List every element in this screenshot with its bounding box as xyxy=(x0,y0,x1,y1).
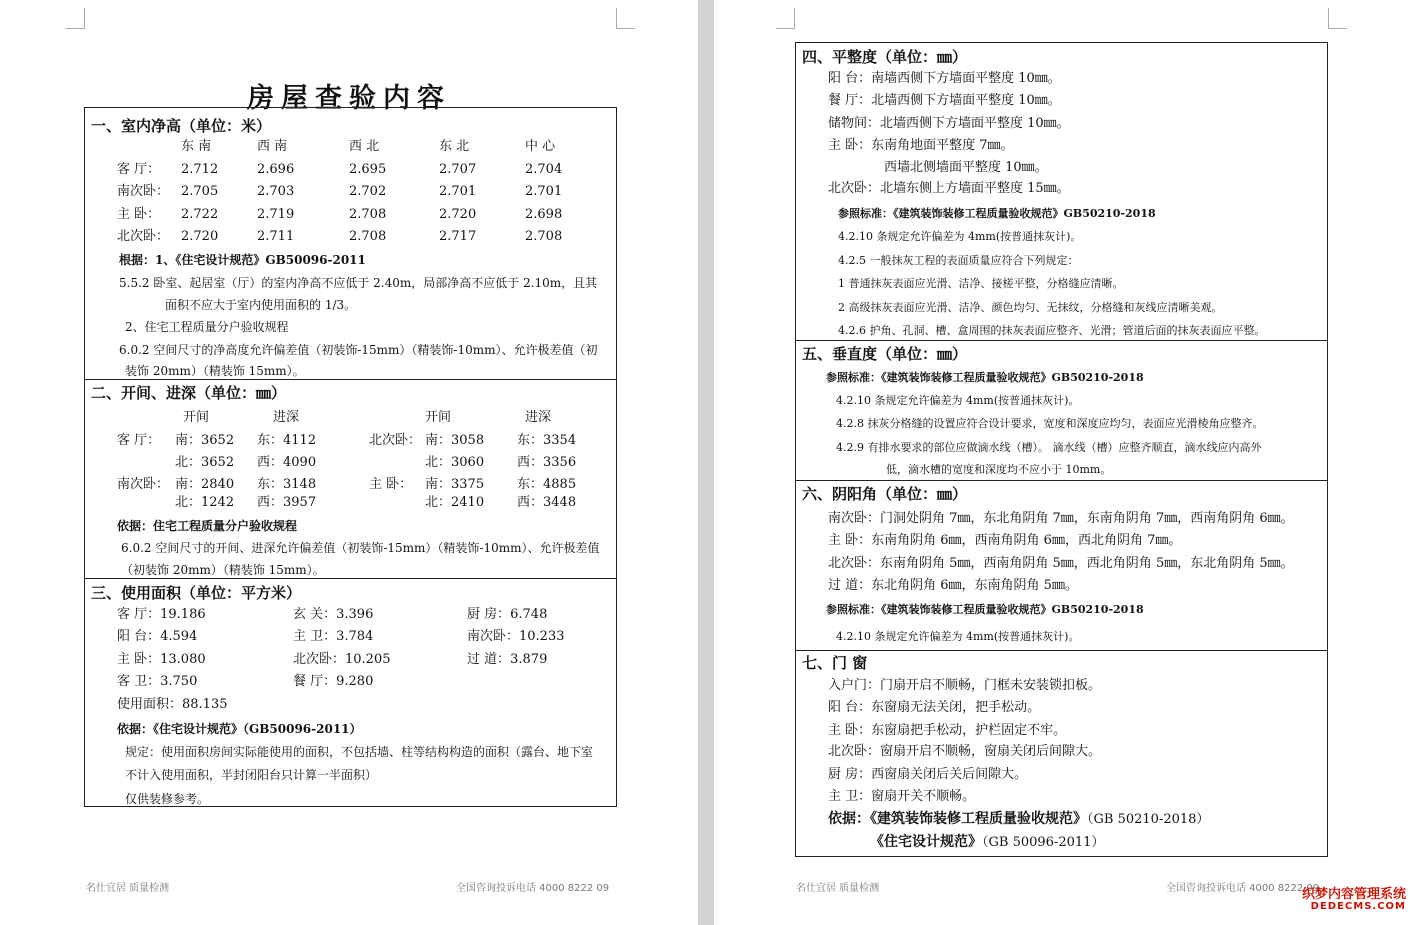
footer-left: 名仕宜居 质量检测 xyxy=(86,883,170,894)
basis-text: 依据：《住宅设计规范》（GB50096-2011） xyxy=(117,722,362,736)
table-cell: 北：2410 xyxy=(425,495,485,510)
room-label: 主 卧： xyxy=(117,207,161,222)
reference-standard: 参照标准：《建筑装饰装修工程质量验收规范》GB50210-2018 xyxy=(826,603,1144,616)
inspection-table-left xyxy=(84,107,617,807)
area-item: 客 厅：19.186 xyxy=(117,607,206,622)
column-header: 开间 xyxy=(183,410,210,425)
flatness-item: 主 卧：东南角地面平整度 7㎜。 xyxy=(828,138,1014,153)
footer-left: 名仕宜居 质量检测 xyxy=(796,883,880,894)
area-item: 过 道：3.879 xyxy=(467,652,548,667)
corner-item: 南次卧：门洞处阴角 7㎜，东北角阴角 7㎜，东南角阴角 7㎜，西南角阴角 6㎜。 xyxy=(828,511,1294,526)
note-text: （初装饰 20mm）（精装饰 15mm）。 xyxy=(121,563,325,577)
flatness-item: 阳 台：南墙西侧下方墙面平整度 10㎜。 xyxy=(828,71,1061,86)
note-text: 不计入使用面积，半封闭阳台只计算一半面积） xyxy=(125,768,378,782)
room-label: 北次卧： xyxy=(117,229,170,244)
basis-line-2 xyxy=(870,834,1104,851)
table-cell: 南：2840 xyxy=(175,477,235,492)
area-item: 餐 厅：9.280 xyxy=(293,674,374,689)
table-cell: 西：3448 xyxy=(517,495,577,510)
right-page xyxy=(714,0,1410,925)
note-text: 4.2.5 一般抹灰工程的表面质量应符合下列规定： xyxy=(838,254,1079,267)
note-text: 4.2.10 条规定允许偏差为 4mm(按普通抹灰计)。 xyxy=(836,394,1080,407)
table-cell: 南：3375 xyxy=(425,477,485,492)
table-cell: 东：4112 xyxy=(257,433,317,448)
total-area: 使用面积：88.135 xyxy=(117,697,228,712)
basis-text: 依据：住宅工程质量分户验收规程 xyxy=(117,519,298,533)
corner-item: 主 卧：东南角阴角 6㎜，西南角阴角 6㎜，西北角阴角 7㎜。 xyxy=(828,533,1182,548)
watermark-line-2: DEDECMS.COM xyxy=(1310,901,1406,912)
table-cell: 北：3652 xyxy=(175,455,235,470)
note-text: 规定：使用面积房间实际能使用的面积，不包括墙、柱等结构构造的面积（露台、地下室 xyxy=(125,745,594,759)
area-item: 北次卧：10.205 xyxy=(293,652,391,667)
table-cell: 2.708 xyxy=(349,207,387,222)
area-item: 主 卧：13.080 xyxy=(117,652,206,667)
flatness-item: 餐 厅：北墙西侧下方墙面平整度 10㎜。 xyxy=(828,93,1061,108)
area-item: 阳 台：4.594 xyxy=(117,629,198,644)
section-divider xyxy=(796,650,1327,651)
note-text: 1 普通抹灰表面应光滑、洁净、接槎平整，分格缝应清晰。 xyxy=(838,277,1124,290)
table-cell: 2.722 xyxy=(181,207,219,222)
window-item: 北次卧：窗扇开启不顺畅，窗扇关闭后间隙大。 xyxy=(828,744,1102,759)
table-cell: 2.708 xyxy=(349,229,387,244)
section-divider xyxy=(796,340,1327,341)
crop-mark xyxy=(1328,8,1347,29)
crop-mark xyxy=(66,8,85,29)
basis-label: 依据： xyxy=(828,811,870,827)
window-item: 阳 台：东窗扇无法关闭，把手松动。 xyxy=(828,700,1041,715)
area-item: 南次卧：10.233 xyxy=(467,629,565,644)
table-cell: 2.707 xyxy=(439,162,477,177)
section-heading: 二、开间、进深（单位：㎜） xyxy=(91,384,287,402)
note-text: 5.5.2 卧室、起居室（厅）的室内净高不应低于 2.40m，局部净高不应低于 2.10m，且其 xyxy=(119,276,598,290)
table-cell: 2.720 xyxy=(181,229,219,244)
section-heading: 一、室内净高（单位：米） xyxy=(91,117,272,135)
watermark-line-1: 织梦内容管理系统 xyxy=(1301,887,1406,902)
column-header: 西 北 xyxy=(349,139,380,154)
basis-standard-name: 《住宅设计规范》 xyxy=(870,834,982,850)
room-label: 南次卧： xyxy=(117,477,170,492)
table-cell: 东：3148 xyxy=(257,477,317,492)
table-cell: 南：3058 xyxy=(425,433,485,448)
column-header: 西 南 xyxy=(257,139,288,154)
table-cell: 2.698 xyxy=(525,207,563,222)
left-page xyxy=(0,0,698,925)
table-cell: 2.708 xyxy=(525,229,563,244)
flatness-item: 北次卧：北墙东侧上方墙面平整度 15㎜。 xyxy=(828,181,1070,196)
table-cell: 2.695 xyxy=(349,162,387,177)
area-item: 厨 房：6.748 xyxy=(467,607,548,622)
room-label: 主 卧： xyxy=(369,477,413,492)
column-header: 开间 xyxy=(425,410,452,425)
table-cell: 西：3356 xyxy=(517,455,577,470)
table-cell: 西：4090 xyxy=(257,455,317,470)
table-cell: 2.701 xyxy=(439,184,477,199)
basis-standard-code: （GB 50210-2018） xyxy=(1087,812,1210,827)
table-cell: 2.720 xyxy=(439,207,477,222)
table-cell: 北：3060 xyxy=(425,455,485,470)
section-heading: 六、阴阳角（单位：㎜） xyxy=(802,485,968,503)
footer-right: 全国咨询投诉电话 4000 8222 09 xyxy=(456,883,610,894)
table-cell: 2.712 xyxy=(181,162,219,177)
note-text: 4.2.10 条规定允许偏差为 4mm(按普通抹灰计)。 xyxy=(836,630,1080,643)
corner-item: 北次卧：东南角阴角 5㎜，西南角阴角 5㎜，西北角阴角 5㎜，东北角阴角 5㎜。 xyxy=(828,556,1294,571)
section-divider xyxy=(85,578,616,579)
table-cell: 2.711 xyxy=(257,229,295,244)
table-cell: 2.703 xyxy=(257,184,295,199)
section-heading: 五、垂直度（单位：㎜） xyxy=(802,345,968,363)
note-text: 装饰 20mm）（精装饰 15mm）。 xyxy=(125,364,305,378)
section-heading: 七、门 窗 xyxy=(802,654,868,672)
basis-line-1 xyxy=(828,811,1209,828)
note-text: 4.2.8 抹灰分格缝的设置应符合设计要求，宽度和深度应均匀，表面应光滑棱角应整齐。 xyxy=(836,417,1264,430)
note-text: 低，滴水槽的宽度和深度均不应小于 10mm。 xyxy=(886,463,1112,476)
window-item: 主 卫：窗扇开关不顺畅。 xyxy=(828,789,976,804)
window-item: 入户门：门扇开启不顺畅，门框未安装锁扣板。 xyxy=(828,678,1102,693)
inspection-table-right xyxy=(795,42,1328,857)
reference-standard: 参照标准：《建筑装饰装修工程质量验收规范》GB50210-2018 xyxy=(838,207,1156,220)
section-heading: 四、平整度（单位：㎜） xyxy=(802,48,968,66)
table-cell: 南：3652 xyxy=(175,433,235,448)
table-cell: 2.717 xyxy=(439,229,477,244)
room-label: 北次卧： xyxy=(369,433,422,448)
section-divider xyxy=(796,480,1327,481)
reference-standard: 参照标准：《建筑装饰装修工程质量验收规范》GB50210-2018 xyxy=(826,371,1144,384)
table-cell: 北：1242 xyxy=(175,495,235,510)
window-item: 厨 房：西窗扇关闭后关后间隙大。 xyxy=(828,767,1028,782)
crop-mark xyxy=(776,8,795,29)
table-cell: 2.704 xyxy=(525,162,563,177)
basis-standard-code: （GB 50096-2011） xyxy=(982,835,1105,850)
column-header: 东 北 xyxy=(439,139,470,154)
table-cell: 2.696 xyxy=(257,162,295,177)
flatness-item: 储物间：北墙西侧下方墙面平整度 10㎜。 xyxy=(828,116,1070,131)
section-heading: 三、使用面积（单位：平方米） xyxy=(91,584,302,602)
note-text: 4.2.9 有排水要求的部位应做滴水线（槽）。 滴水线（槽）应整齐顺直，滴水线应内高外 xyxy=(836,441,1262,454)
note-text: 面积不应大于室内使用面积的 1/3。 xyxy=(165,298,357,312)
note-text: 6.0.2 空间尺寸的开间、进深允许偏差值（初装饰-15mm）（精装饰-10mm）、允许极差值 xyxy=(121,541,600,555)
area-item: 主 卫：3.784 xyxy=(293,629,374,644)
note-text: 4.2.6 护角、孔洞、槽、盒周围的抹灰表面应整齐、光滑；管道后面的抹灰表面应平整。 xyxy=(838,324,1266,337)
note-text: 4.2.10 条规定允许偏差为 4mm(按普通抹灰计)。 xyxy=(838,230,1082,243)
note-text: 2、住宅工程质量分户验收规程 xyxy=(125,320,289,334)
column-header: 进深 xyxy=(525,410,552,425)
table-cell: 2.701 xyxy=(525,184,563,199)
area-item: 玄 关：3.396 xyxy=(293,607,374,622)
watermark xyxy=(1302,889,1406,913)
column-header: 中 心 xyxy=(525,139,556,154)
table-cell: 东：3354 xyxy=(517,433,577,448)
footer-right: 全国咨询投诉电话 4000 8222 09 xyxy=(1166,883,1320,894)
corner-item: 过 道：东北角阴角 6㎜，东南角阴角 5㎜。 xyxy=(828,578,1078,593)
document-title: 房屋查验内容 xyxy=(247,83,451,114)
window-item: 主 卧：东窗扇把手松动，护栏固定不牢。 xyxy=(828,723,1067,738)
flatness-item: 西墙北侧墙面平整度 10㎜。 xyxy=(884,160,1048,175)
table-cell: 东：4885 xyxy=(517,477,577,492)
note-text: 仅供装修参考。 xyxy=(125,792,210,806)
table-cell: 2.719 xyxy=(257,207,295,222)
basis-standard-name: 《建筑装饰装修工程质量验收规范》 xyxy=(870,811,1087,827)
area-item: 客 卫：3.750 xyxy=(117,674,198,689)
column-header: 进深 xyxy=(273,410,300,425)
table-cell: 西：3957 xyxy=(257,495,317,510)
section-divider xyxy=(85,379,616,380)
room-label: 客 厅： xyxy=(117,162,161,177)
column-header: 东 南 xyxy=(181,139,212,154)
room-label: 南次卧： xyxy=(117,184,170,199)
room-label: 客 厅： xyxy=(117,433,161,448)
basis-text: 根据：1、《住宅设计规范》GB50096-2011 xyxy=(119,253,366,267)
note-text: 2 高级抹灰表面应光滑、洁净、颜色均匀、无抹纹，分格缝和灰线应清晰美观。 xyxy=(838,301,1223,314)
table-cell: 2.702 xyxy=(349,184,387,199)
table-cell: 2.705 xyxy=(181,184,219,199)
crop-mark xyxy=(616,8,635,29)
note-text: 6.0.2 空间尺寸的净高度允许偏差值（初装饰-15mm）（精装饰-10mm）、允许极差值（初 xyxy=(119,343,598,357)
